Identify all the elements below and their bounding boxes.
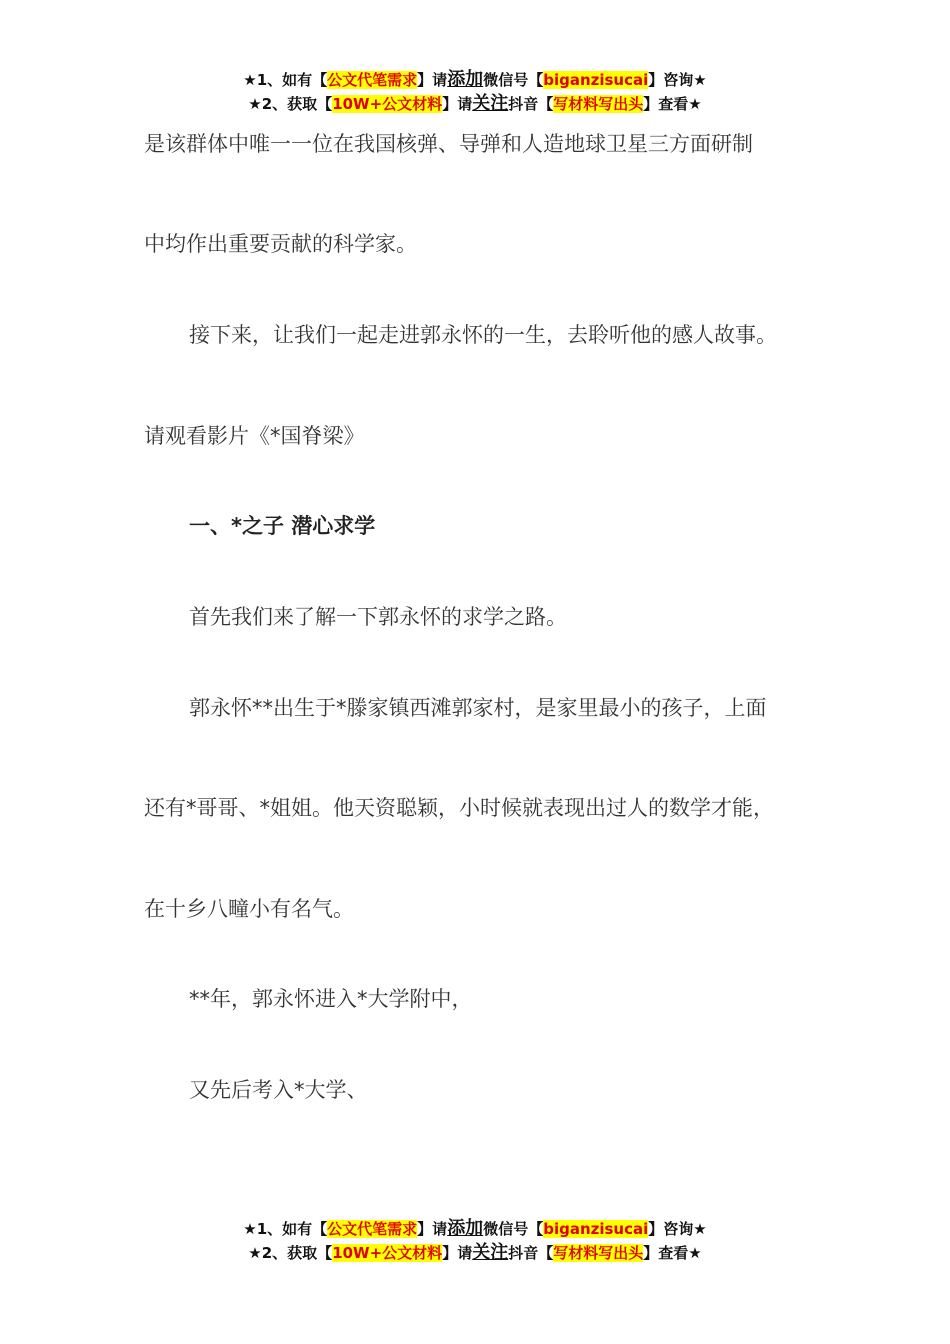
- banner-highlight: biganzisucai: [543, 71, 649, 89]
- banner-underlined: 添加: [447, 69, 484, 90]
- banner-underlined: 关注: [472, 93, 509, 114]
- banner-highlight: 写材料写出头: [553, 1244, 644, 1262]
- banner-highlight: 写材料写出头: [553, 95, 644, 113]
- header-banner: [0, 68, 950, 116]
- footer-banner: [0, 1217, 950, 1265]
- body-paragraph: 请观看影片《*国脊梁》: [144, 424, 365, 448]
- banner-text: 】咨询★: [648, 1220, 707, 1238]
- banner-underlined: 添加: [447, 1218, 484, 1239]
- banner-text: 抖音【: [508, 95, 554, 113]
- section-heading: 一、*之子 潜心求学: [189, 514, 376, 538]
- banner-text: ★2、获取【: [248, 95, 333, 113]
- banner-highlight: 10W+公文材料: [332, 95, 443, 113]
- body-paragraph: **年，郭永怀进入*大学附中，: [189, 987, 473, 1011]
- body-paragraph: 首先我们来了解一下郭永怀的求学之路。: [189, 605, 567, 629]
- banner-text: 】请: [442, 95, 473, 113]
- banner-line-1: [0, 1217, 950, 1241]
- banner-highlight: biganzisucai: [543, 1220, 649, 1238]
- banner-text: ★2、获取【: [248, 1244, 333, 1262]
- body-paragraph: 是该群体中唯一一位在我国核弹、导弹和人造地球卫星三方面研制: [144, 132, 753, 156]
- body-paragraph: 接下来，让我们一起走进郭永怀的一生，去聆听他的感人故事。: [189, 323, 777, 347]
- body-paragraph: 郭永怀**出生于*滕家镇西滩郭家村，是家里最小的孩子，上面: [189, 696, 767, 720]
- banner-text: 微信号【: [483, 1220, 544, 1238]
- banner-text: 】咨询★: [648, 71, 707, 89]
- banner-line-1: [0, 68, 950, 92]
- banner-text: 抖音【: [508, 1244, 554, 1262]
- banner-highlight: 公文代笔需求: [327, 1220, 418, 1238]
- banner-text: 】请: [417, 1220, 448, 1238]
- banner-line-2: [0, 92, 950, 116]
- banner-text: 】查看★: [643, 1244, 702, 1262]
- banner-highlight: 公文代笔需求: [327, 71, 418, 89]
- banner-text: 】查看★: [643, 95, 702, 113]
- banner-text: 】请: [417, 71, 448, 89]
- banner-highlight: 10W+公文材料: [332, 1244, 443, 1262]
- banner-line-2: [0, 1241, 950, 1265]
- body-paragraph: 在十乡八疃小有名气。: [144, 897, 354, 921]
- banner-text: ★1、如有【: [243, 71, 328, 89]
- banner-text: 微信号【: [483, 71, 544, 89]
- banner-underlined: 关注: [472, 1242, 509, 1263]
- body-paragraph: 中均作出重要贡献的科学家。: [144, 232, 417, 256]
- body-paragraph: 又先后考入*大学、: [189, 1078, 368, 1102]
- banner-text: ★1、如有【: [243, 1220, 328, 1238]
- body-paragraph: 还有*哥哥、*姐姐。他天资聪颖，小时候就表现出过人的数学才能，: [144, 796, 774, 820]
- banner-text: 】请: [442, 1244, 473, 1262]
